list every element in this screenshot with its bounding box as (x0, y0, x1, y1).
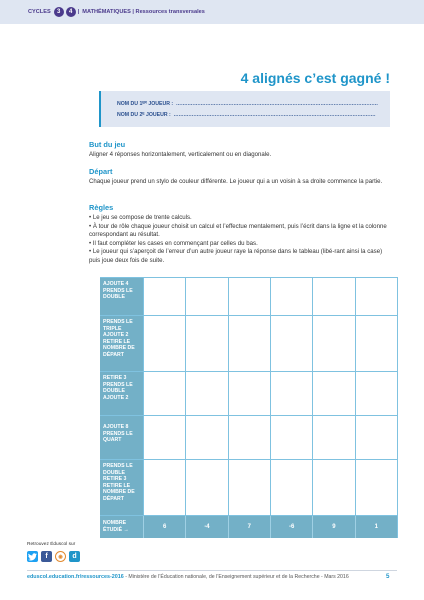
retrouvez-label: Retrouvez Éduscol sur (27, 542, 76, 547)
grid-cell[interactable] (228, 372, 270, 415)
instruction: PRENDS LE DOUBLE (103, 287, 133, 301)
studied-number: 6 (143, 516, 185, 538)
instruction: RETIRE 3 (103, 375, 127, 381)
grid-row (100, 316, 397, 372)
twitter-icon[interactable] (27, 551, 38, 562)
studied-number: -4 (185, 516, 227, 538)
grid-cell[interactable] (143, 278, 185, 315)
grid-row-label (100, 416, 143, 459)
studied-number: 7 (228, 516, 270, 538)
player1-row (117, 101, 378, 107)
grid-cell[interactable] (355, 372, 397, 415)
rule-item: • Il faut compléter les cases en commençant par celles du bas. (89, 239, 258, 247)
grid-cell[interactable] (185, 278, 227, 315)
rule-item: • À tour de rôle chaque joueur choisit un calcul et l’effectue mentalement, puis l’écrit dans la ligne et la colonne correspondant au résultat. (89, 222, 387, 239)
grid-numbers-row (100, 516, 397, 538)
grid-cell[interactable] (185, 416, 227, 459)
instruction: PRENDS LE DOUBLE (103, 381, 133, 395)
player2-row (117, 112, 376, 118)
grid-cell[interactable] (355, 316, 397, 371)
grid-cell[interactable] (228, 278, 270, 315)
grid-cell[interactable] (270, 460, 312, 515)
social-links (27, 551, 80, 562)
footer-url[interactable]: eduscol.education.fr/ressources-2016 (27, 574, 124, 580)
page-title: 4 alignés c’est gagné ! (240, 70, 390, 86)
grid-row (100, 460, 397, 516)
start-text: Chaque joueur prend un stylo de couleur différente. Le joueur qui a un voisin à sa droite commence la partie. (89, 178, 383, 185)
grid-row (100, 416, 397, 460)
instruction: AJOUTE 8 (103, 424, 129, 430)
grid-cell[interactable] (312, 278, 354, 315)
header-bar (0, 0, 424, 24)
grid-cell[interactable] (143, 460, 185, 515)
instruction: RETIRE LE NOMBRE DE DÉPART (103, 338, 135, 358)
grid-cell[interactable] (185, 460, 227, 515)
grid-cell[interactable] (312, 372, 354, 415)
instruction: AJOUTE 4 (103, 281, 129, 287)
grid-cell[interactable] (270, 316, 312, 371)
goal-title: But du jeu (89, 140, 126, 149)
grid-cell[interactable] (143, 416, 185, 459)
grid-row (100, 372, 397, 416)
studied-number-label: NOMBRE ÉTUDIÉ → (100, 516, 143, 538)
footer-text (27, 574, 397, 580)
subject-label: MATHÉMATIQUES | Ressources transversales (82, 9, 205, 15)
rule-item: • Le jeu se compose de trente calculs. (89, 214, 192, 221)
instruction: PRENDS LE DOUBLE (103, 463, 133, 476)
grid-cell[interactable] (312, 416, 354, 459)
start-title: Départ (89, 167, 113, 176)
player2-label: NOM DU 2ᴱ JOUEUR : (117, 112, 171, 118)
game-grid (100, 277, 398, 538)
grid-cell[interactable] (312, 316, 354, 371)
cycles-label: CYCLES (28, 9, 51, 15)
grid-cell[interactable] (270, 416, 312, 459)
grid-row-label (100, 460, 143, 515)
instruction: AJOUTE 2 (103, 332, 129, 339)
grid-row (100, 278, 397, 316)
facebook-icon[interactable]: f (41, 551, 52, 562)
studied-number: 9 (312, 516, 354, 538)
grid-cell[interactable] (228, 460, 270, 515)
goal-text: Aligner 4 réponses horizontalement, verticalement ou en diagonale. (89, 151, 272, 158)
grid-cell[interactable] (143, 372, 185, 415)
header-content (28, 6, 205, 18)
page-number: 5 (386, 573, 390, 580)
instruction: AJOUTE 2 (103, 394, 129, 401)
player-names-block (99, 91, 390, 127)
cycle-3-badge: 3 (54, 7, 64, 17)
instruction: PRENDS LE TRIPLE (103, 319, 133, 332)
grid-row-label (100, 372, 143, 415)
grid-cell[interactable] (228, 316, 270, 371)
studied-number: 1 (355, 516, 397, 538)
instruction: RETIRE 3 (103, 476, 127, 483)
dailymotion-icon[interactable]: ◉ (55, 551, 66, 562)
instruction: RETIRE LE NOMBRE DE DÉPART (103, 482, 135, 502)
grid-cell[interactable] (312, 460, 354, 515)
instruction: PRENDS LE QUART (103, 430, 133, 444)
player1-field[interactable]: ........................................................................................................................... (176, 101, 379, 107)
grid-cell[interactable] (228, 416, 270, 459)
grid-cell[interactable] (185, 372, 227, 415)
grid-cell[interactable] (355, 416, 397, 459)
header-separator: | (77, 9, 80, 15)
grid-cell[interactable] (270, 278, 312, 315)
grid-cell[interactable] (355, 278, 397, 315)
cycle-4-badge: 4 (66, 7, 76, 17)
grid-cell[interactable] (355, 460, 397, 515)
grid-row-label (100, 278, 143, 315)
rules-title: Règles (89, 203, 114, 212)
rule-item: • Le joueur qui s’aperçoit de l’erreur d’un autre joueur raye la réponse dans le tableau (libé-rant ainsi la case) puis joue deux fois de suite. (89, 248, 383, 264)
grid-cell[interactable] (143, 316, 185, 371)
footer-credit: - Ministère de l’Éducation nationale, de l’Enseignement supérieur et de la Recherche - Mars 2016 (123, 574, 349, 580)
eduscol-icon[interactable]: d (69, 551, 80, 562)
player2-field[interactable]: ........................................................................................................................... (173, 112, 376, 118)
grid-row-label (100, 316, 143, 371)
studied-number: -6 (270, 516, 312, 538)
rules-list (89, 214, 389, 266)
grid-cell[interactable] (185, 316, 227, 371)
grid-cell[interactable] (270, 372, 312, 415)
footer-divider (27, 570, 397, 571)
player1-label: NOM DU 1ᴱᴿ JOUEUR : (117, 101, 174, 107)
